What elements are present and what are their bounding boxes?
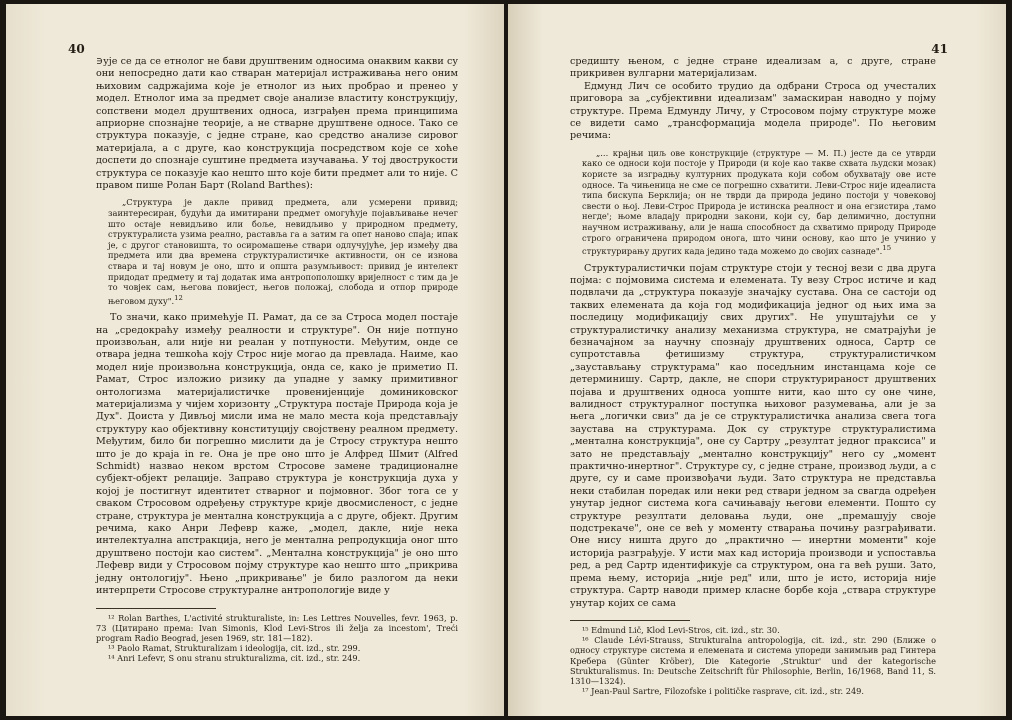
quote-text: „Структура је дакле привид предмета, али усмерени привид; заинтересиран, будући да имитирани предмет омогућује појављивање нечег што остаје невидљиво или боље, невидљиво у природном предмету, структуралиста узима реално, раставља га а затим га опет наново спаја; ипак је, с другог становишта, то осиромашење ствари одлучујуће, јер између два предмета или два времена структуралистичке активности, он се изнова ствара и тај новум је оно, што и општа разумљивост: привид је интелект придодат предмету и тај додатак има антропополошку вријелност с тим да је то човјек сам, његова повијест, његов положај, слобода и отпор природе његовом духу". <box>108 197 458 306</box>
right-page <box>508 4 1006 716</box>
left-page <box>6 4 504 716</box>
page-number: 40 <box>68 42 85 56</box>
block-quote <box>108 197 458 306</box>
footnote: ¹⁷ Jean-Paul Sartre, Filozofske i političke rasprave, cit. izd., str. 249. <box>582 686 864 697</box>
footnote-ref: 12 <box>174 293 183 302</box>
footnotes <box>96 613 458 664</box>
footnote-ref: 15 <box>882 244 892 253</box>
paragraph: ∋ује се да се етнолог не бави друштвеним односима онаквим какви су они непосредно дати као стваран материјал истраживања него оним њиховим садржајима које је етнолог из њих пробрао и пренео у модел. Етнолог има за предмет своје анализе властиту конструкцију, сопствени модел друштвених односа, изграђен према принципима априорне спознајне теорије, а не стварне друштвене односе. Тако се структура показује, с једне стране, као средство анализе сировог материјала, а с друге, као конструкција посредством које се хоће доспети до спознаје суштине предмета изучавања. У тој двострукости структура се показује као нешто што које бити предмет али то није. С правом пише Ролан Барт (Roland Barthes): <box>96 56 458 192</box>
footnote: ¹² Rolan Barthes, L'activité strukturaliste, in: Les Lettres Nouvelles, fevr. 1963, p. 73 (Цитирано према: Ivan Simonis, Klod Levi-Stros ili želja za incestom', Treći program Radio Beograd, jesen 1969, str. 181—182). <box>96 612 458 643</box>
footnote-rule <box>96 608 216 609</box>
text-column <box>96 56 458 664</box>
paragraph: средишту њеном, с једне стране идеализам а, с друге, стране прикривен вулгарни материјализам. <box>570 56 936 80</box>
footnote: ¹⁴ Anri Lefevr, S onu stranu strukturalizma, cit. izd., str. 249. <box>108 653 361 664</box>
footnote: ¹³ Paolo Ramat, Strukturalizam i ideologija, cit. izd., str. 299. <box>108 643 361 654</box>
quote-text: „... крајњи циљ ове конструкције (структуре — М. П.) јесте да се утврди како се односи који постоје у Природи (и које као такве схвата људски мозак) користе за изградњу културних продуката који собом обухватају ове исте односе. Та чињеница не сме се погрешно схватити. Леви-Строс није идеалиста типа бискупа Берклија; он не тврди да природа једино постоји у човековој свести о њој. Леви-Строс Природа је истинска реалност и она егзистира ‚тамо негде'; њоме владају природни закони, који су, бар делимично, доступни научном истраживању, али је наша способност да схватимо природу Природе строго ограничена природом онога, што чини основу, као што је учинио у структурирању других када једино тада можемо до својих сазнаде". <box>582 147 936 256</box>
footnotes <box>570 625 936 696</box>
footnote: ¹⁵ Edmund Lič, Klod Levi-Stros, cit. izd., str. 30. <box>582 624 780 635</box>
page-number: 41 <box>931 42 948 56</box>
paragraph: Структуралистички појам структуре стоји у тесној вези с два друга појма: с појмовима система и елемената. Ту везу Строс истиче и кад подвлачи да „структура показује значајку сустава. Она се састоји од таквих елемената да која год модификација једног од њих има за последицу модификацију свих других". Не упуштајући се у структуралистичку анализу механизма структура, не сматрајући је безначајном за научну спознају друштвених односа, Сартр се супротставља фетишизму структура, структуралистичком „заустављању структурама" као поседљним инстанцама које се детерминишу. Сартр, дакле, не спори структурираност друштвених појава и друштвених односа уопште нити, као што су оне чине, валидност структуралног поступка њиховог разумевања, али је за њега „логички свиз" да је се структуралистичка анализа свега тога заустава на структурама. Док су структуре структуралистима „ментална конструкција", оне су Сартру „резултат једног праксиса" и зато не представљају „ментално конструкцију" него су „момент практично-инертног". Структуре су, с једне стране, производ људи, а с друге, су и саме произвођачи људи. Зато структура не представља неки стабилан поредак или неки ред ствари једном за свагда одређен унутар једног система кога сачињавају његови елементи. Пошто су структуре резултати деловања људи, оне „премашују своје подстрекаче", оне се већ у моменту стварања почињу разграђивати. Оне нису ништа друго до „практично — инертни моменти" које историја разграђује. У исти мах кад историја производи и успоставља ред, а ред Сартр идентификује са структуром, она га већ руши. Зато, према њему, историја „није ред" или, што је исто, историја није структура. Сартр наводи пример класне борбе која „ствара структуре унутар којих се сама <box>570 262 936 609</box>
text-column <box>570 56 936 696</box>
book-spread <box>6 4 1006 716</box>
footnote: ¹⁶ Claude Lévi-Strauss, Strukturalna antropologija, cit. izd., str. 290 (Ближе о односу структуре система и елемената и система упореди занимљив рад Гинтера Кребера (Günter Kröber), Die Kategorie ‚Struktur' und der kategorische Strukturalismus. In: Deutsche Zeitschrift für Philosophie, Berlin, 16/1968, Band 11, S. 1310—1324). <box>570 635 936 686</box>
paragraph: Едмунд Лич се особито трудио да одбрани Строса од учесталих приговора за „субјективни идеализам" замаскиран наводно у појму структуре. Према Едмунду Личу, у Стросовом појму структуре може се видети само „трансформација модела природе". По његовим речима: <box>570 80 936 142</box>
block-quote <box>582 148 936 257</box>
footnote-rule <box>570 620 690 621</box>
paragraph: То значи, како примећује П. Рамат, да се за Строса модел постаје на „средокраћу између реалности и структуре". Он није потпуно произвољан, али није ни реалан у потпуности. Међутим, онде се отвара једна тешкоћа коју Строс није могао да превлада. Наиме, као модел није произвољна конструкција, онда се, како је приметио П. Рамат, Строс изложио ризику да упадне у замку примитивног онтологизма материјалистичке провенијенције доминиковског материјализма у чијем хоризонту „Структура постаје Природа која је Дух". Доиста у Дивљој мисли има не мало места која представљају структуру као објективну конституцију својствену реалном предмету. Међутим, било би погрешно мислити да је Стросу структура нешто што је до краја in re. Она је пре оно што је Алфред Шмит (Alfred Schmidt) назвао неком врстом Стросове замене традиционалне субјект-објект релације. Заправо структура је конструкција духа у којој је постигнут идентитет стварног и појмовног. Због тога се у сваком Стросовом одређењу структуре крије двосмисленост, с једне стране, структура је ментална конструкција а с друге, објект. Другим речима, како Анри Лефевр каже, „модел, дакле, није нека интелектуална апстракција, него је ментална репродукција оног што друштвено постоји као систем". „Ментална конструкција" је оно што Лефевр види у Стросовом појму структуре као нешто што „прикрива једну онтологију". Њено „прикривање" је било разлогом да неки интерпрети Стросове структуралне антропологије виде у <box>96 312 458 597</box>
